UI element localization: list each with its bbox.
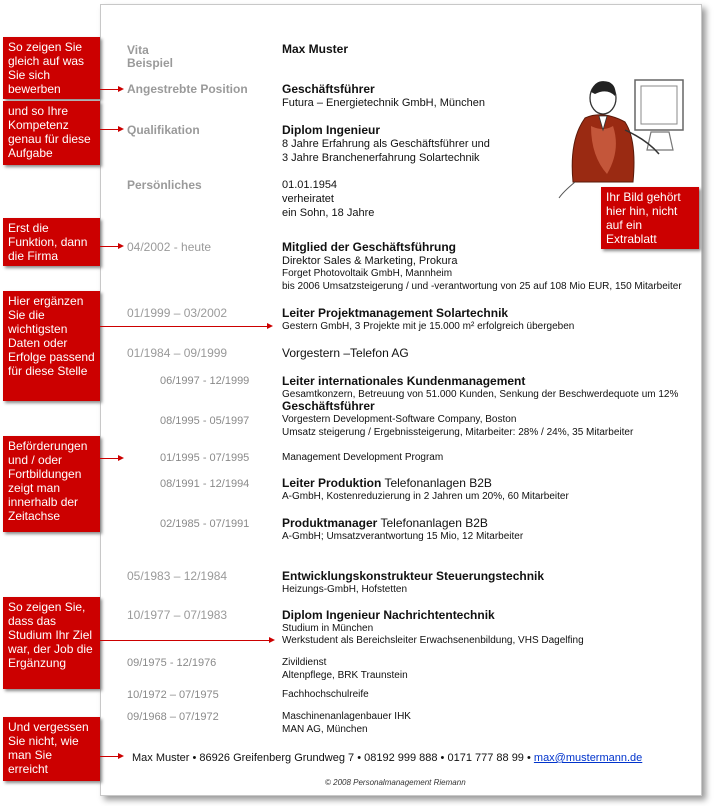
entry-title: Vorgestern –Telefon AG bbox=[282, 346, 409, 360]
entry-title-rest: Telefonanlagen B2B bbox=[381, 476, 492, 490]
entry-line: Gestern GmbH, 3 Projekte mit je 15.000 m² erfolgreich übergeben bbox=[282, 321, 575, 332]
note-function: Erst die Funktion, dann die Firma bbox=[3, 218, 100, 266]
entry-title bbox=[282, 516, 488, 530]
entry-title: Leiter Projektmanagement Solartechnik bbox=[282, 306, 509, 320]
position-label: Angestrebte Position bbox=[127, 82, 248, 96]
entry-date: 02/1985 - 07/1991 bbox=[160, 518, 250, 530]
entry-title: Leiter internationales Kundenmanagement bbox=[282, 374, 526, 388]
entry-line: Vorgestern Development-Software Company, Boston bbox=[282, 414, 517, 425]
email-link[interactable]: max@mustermann.de bbox=[533, 752, 643, 764]
position-company: Futura – Energietechnik GmbH, München bbox=[282, 97, 485, 109]
note-position: So zeigen Sie gleich auf was Sie sich bewerben bbox=[3, 37, 100, 99]
position-title: Geschäftsführer bbox=[282, 82, 375, 96]
entry-title: Mitglied der Geschäftsführung bbox=[282, 240, 457, 254]
entry-date: 10/1972 – 07/1975 bbox=[127, 689, 219, 701]
note-promotion: Beförderungen und / oder Fortbildungen zeigt man innerhalb der Zeitachse bbox=[3, 436, 100, 532]
note-photo: Ihr Bild gehört hier hin, nicht auf ein Extrablatt bbox=[601, 187, 699, 249]
birth-date: 01.01.1954 bbox=[282, 179, 338, 191]
note-competence: und so Ihre Kompetenz genau für diese Aufgabe bbox=[3, 101, 100, 165]
entry-date: 09/1968 – 07/1972 bbox=[127, 711, 219, 723]
entry-line: Altenpflege, BRK Traunstein bbox=[282, 670, 408, 681]
entry-date: 01/1999 – 03/2002 bbox=[127, 306, 228, 320]
entry-line: Fachhochschulreife bbox=[282, 689, 369, 700]
entry-title: Geschäftsführer bbox=[282, 399, 375, 413]
arrow-icon bbox=[100, 129, 119, 130]
entry-title: Entwicklungskonstrukteur Steuerungstechnik bbox=[282, 569, 545, 583]
entry-date: 06/1997 - 12/1999 bbox=[160, 375, 250, 387]
entry-line: Studium in München bbox=[282, 623, 374, 634]
entry-title bbox=[282, 476, 492, 490]
qualification-line: 8 Jahre Erfahrung als Geschäftsführer und bbox=[282, 138, 490, 150]
marital-status: verheiratet bbox=[282, 193, 334, 205]
entry-line: Maschinenanlagenbauer IHK bbox=[282, 711, 411, 722]
businessman-illustration-icon bbox=[555, 70, 690, 200]
entry-date: 01/1984 – 09/1999 bbox=[127, 346, 228, 360]
entry-line: MAN AG, München bbox=[282, 724, 368, 735]
entry-date: 09/1975 - 12/1976 bbox=[127, 657, 217, 669]
beispiel-label: Beispiel bbox=[127, 56, 174, 70]
children: ein Sohn, 18 Jahre bbox=[282, 207, 375, 219]
note-contact: Und vergessen Sie nicht, wie man Sie erreicht bbox=[3, 717, 100, 781]
entry-line: Gesamtkonzern, Betreuung von 51.000 Kunden, Senkung der Beschwerdequote um 12% bbox=[282, 389, 679, 400]
personal-label: Persönliches bbox=[127, 178, 202, 192]
entry-line: Forget Photovoltaik GmbH, Mannheim bbox=[282, 268, 453, 279]
note-study: So zeigen Sie, dass das Studium Ihr Ziel war, der Job die Ergänzung bbox=[3, 597, 100, 689]
arrow-icon bbox=[100, 756, 119, 757]
arrow-icon bbox=[100, 89, 119, 90]
cv-name: Max Muster bbox=[282, 42, 349, 56]
entry-title-bold: Leiter Produktion bbox=[282, 476, 382, 490]
entry-line: Umsatz steigerung / Ergebnissteigerung, Mitarbeiter: 28% / 24%, 35 Mitarbeiter bbox=[282, 427, 634, 438]
note-data: Hier ergänzen Sie die wichtigsten Daten oder Erfolge passend für diese Stelle bbox=[3, 291, 100, 401]
entry-title-bold: Produktmanager bbox=[282, 516, 378, 530]
entry-date: 01/1995 - 07/1995 bbox=[160, 452, 250, 464]
qualification-title: Diplom Ingenieur bbox=[282, 123, 381, 137]
entry-line: A-GmbH, Kostenreduzierung in 2 Jahren um 20%, 60 Mitarbeiter bbox=[282, 491, 569, 502]
entry-date: 10/1977 – 07/1983 bbox=[127, 608, 228, 622]
arrow-icon bbox=[100, 326, 268, 327]
entry-title: Management Development Program bbox=[282, 452, 444, 463]
entry-line: bis 2006 Umsatzsteigerung / und -verantwortung von 25 auf 108 Mio EUR, 150 Mitarbeiter bbox=[282, 281, 682, 292]
entry-date: 04/2002 - heute bbox=[127, 240, 212, 254]
entry-line: Heizungs-GmbH, Hofstetten bbox=[282, 584, 408, 595]
entry-line: Werkstudent als Bereichsleiter Erwachsenenbildung, VHS Dagelfing bbox=[282, 635, 584, 646]
contact-line bbox=[132, 751, 642, 765]
entry-date: 05/1983 – 12/1984 bbox=[127, 569, 228, 583]
copyright: © 2008 Personalmanagement Riemann bbox=[325, 778, 466, 787]
arrow-icon bbox=[100, 640, 270, 641]
arrow-icon bbox=[100, 246, 119, 247]
qualification-label: Qualifikation bbox=[127, 123, 200, 137]
entry-line: A-GmbH; Umsatzverantwortung 15 Mio, 12 Mitarbeiter bbox=[282, 531, 524, 542]
entry-date: 08/1995 - 05/1997 bbox=[160, 415, 250, 427]
vita-label: Vita bbox=[127, 43, 149, 57]
entry-title-rest: Telefonanlagen B2B bbox=[377, 516, 488, 530]
entry-line: Zivildienst bbox=[282, 657, 327, 668]
entry-title: Diplom Ingenieur Nachrichtentechnik bbox=[282, 608, 495, 622]
qualification-line: 3 Jahre Branchenerfahrung Solartechnik bbox=[282, 152, 480, 164]
contact-address: Max Muster • 86926 Greifenberg Grundweg 7 • 08192 999 888 • 0171 777 88 99 • bbox=[132, 752, 534, 764]
entry-line: Direktor Sales & Marketing, Prokura bbox=[282, 255, 458, 267]
arrow-icon bbox=[100, 458, 119, 459]
entry-date: 08/1991 - 12/1994 bbox=[160, 478, 250, 490]
